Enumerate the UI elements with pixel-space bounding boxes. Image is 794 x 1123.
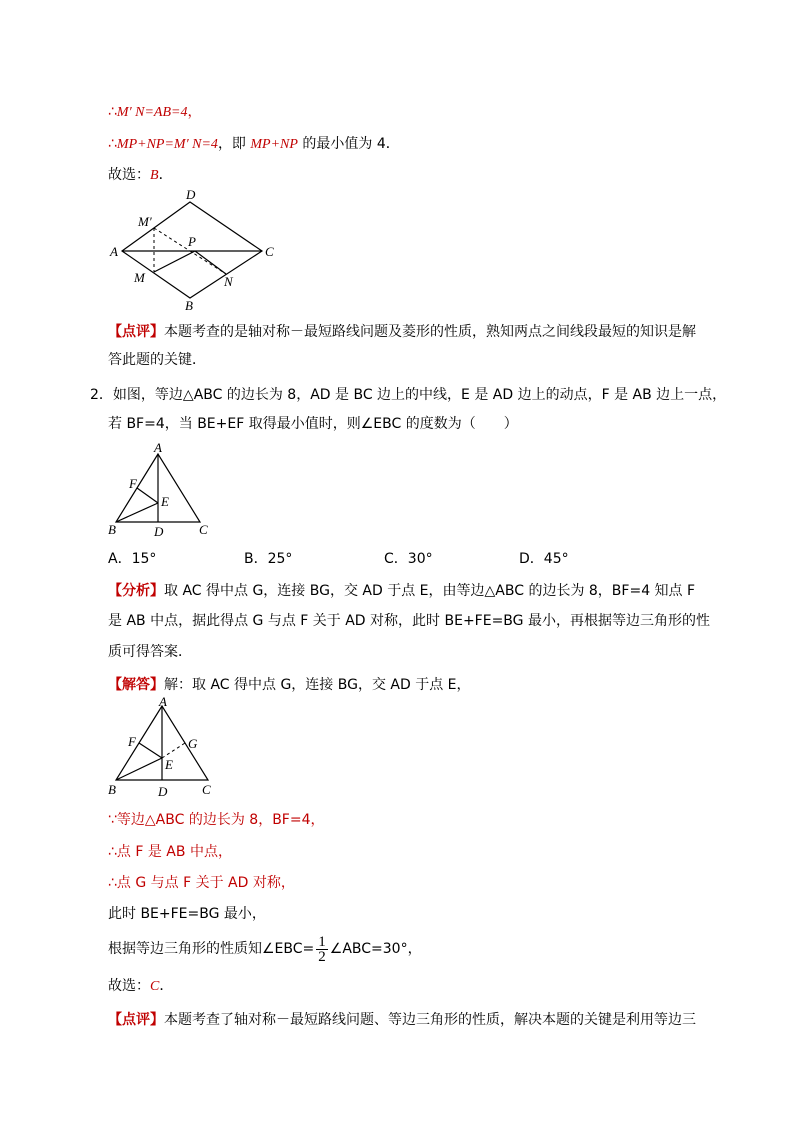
label-f: F [129, 476, 137, 491]
label-e: E [161, 494, 169, 509]
fraction-numerator: 1 [318, 933, 326, 950]
analysis-line-2 [108, 611, 710, 631]
label-b: B [108, 782, 116, 797]
triangle-figure-1 [104, 442, 216, 540]
comment-text: 答此题的关键． [108, 352, 206, 368]
answer-label: 故选： [108, 167, 150, 183]
answer-choice: C [150, 979, 160, 994]
comment-line-1 [108, 322, 696, 342]
option-value: 25° [267, 551, 293, 567]
label-b: B [185, 298, 193, 312]
solution-line-1 [108, 102, 201, 123]
analysis-text: 是 AB 中点，据此得点 G 与点 F 关于 AD 对称，此时 BE+FE=BG 最小，再根据等边三角形的性 [108, 613, 710, 629]
option-value: 30° [407, 551, 433, 567]
label-c: C [202, 782, 211, 797]
label-d: D [158, 784, 168, 799]
option-letter: D． [519, 551, 544, 567]
label-a: A [159, 696, 167, 709]
option-d[interactable] [519, 549, 569, 569]
step-text: ∠ABC=30°， [329, 941, 422, 957]
dashed-eg [162, 743, 185, 758]
punctuation: ， [187, 104, 202, 120]
segment-fe [137, 488, 158, 503]
therefore-symbol: ∴ [108, 104, 117, 120]
comment-tag: 【点评】 [108, 324, 164, 340]
label-b: B [108, 522, 116, 537]
analysis-line-1 [108, 581, 695, 601]
option-letter: B． [244, 551, 268, 567]
label-d: D [154, 524, 164, 539]
option-value: 15° [131, 551, 157, 567]
label-a: A [154, 442, 162, 455]
segment-mp [154, 251, 195, 272]
step-3: ∴点 G 与点 F 关于 AD 对称， [108, 875, 295, 891]
analysis-text: 质可得答案． [108, 644, 192, 660]
punctuation: ． [158, 167, 173, 183]
comment-line-2 [108, 350, 206, 370]
option-b[interactable] [244, 549, 292, 569]
question-number: 2． [90, 387, 113, 403]
therefore-symbol: ∴ [108, 136, 117, 152]
segment-fe [139, 743, 162, 758]
label-f: F [128, 734, 136, 749]
solution-line-2 [108, 134, 400, 155]
equation: M′ N=AB=4 [116, 105, 188, 120]
answer-choice: B [150, 168, 159, 183]
label-e: E [165, 757, 173, 772]
step-1: ∵等边△ABC 的边长为 8，BF=4， [108, 812, 325, 828]
comment-tag: 【点评】 [108, 1012, 164, 1028]
rhombus-figure [100, 184, 290, 312]
comment-2-line-1 [108, 1010, 696, 1030]
label-m: M [134, 270, 145, 285]
triangle-figure-2 [104, 696, 216, 800]
answer-line-1 [108, 165, 173, 186]
answer-line-2 [108, 976, 173, 997]
label-m-prime: M′ [138, 214, 152, 229]
option-value: 45° [543, 551, 569, 567]
solution-tag: 【解答】 [108, 677, 164, 693]
label-n: N [224, 274, 233, 289]
label-p: P [188, 234, 196, 249]
option-c[interactable] [384, 549, 433, 569]
label-d: D [186, 187, 196, 202]
expression: MP+NP [250, 137, 298, 152]
answer-label: 故选： [108, 978, 150, 994]
label-c: C [265, 244, 274, 259]
step-5 [108, 934, 422, 964]
analysis-tag: 【分析】 [108, 583, 164, 599]
option-letter: C． [384, 551, 408, 567]
analysis-line-3 [108, 642, 192, 662]
equation: MP+NP=M′ N=4 [116, 137, 218, 152]
label-a: A [110, 244, 118, 259]
solution-line [108, 675, 471, 695]
option-letter: A． [108, 551, 132, 567]
question-text: 若 BF=4，当 BE+EF 取得最小值时，则∠EBC 的度数为（ ） [108, 416, 518, 432]
option-a[interactable] [108, 549, 156, 569]
step-4: 此时 BE+FE=BG 最小， [108, 906, 266, 922]
question-2-line-1 [90, 385, 726, 405]
analysis-text: 取 AC 得中点 G，连接 BG，交 AD 于点 E，由等边△ABC 的边长为 8，BF=4 知点 F [164, 583, 696, 599]
punctuation: ． [159, 978, 174, 994]
text: ，即 [217, 136, 251, 152]
fraction-one-half [316, 935, 328, 964]
step-2: ∴点 F 是 AB 中点， [108, 844, 232, 860]
label-c: C [199, 522, 208, 537]
question-text: 如图，等边△ABC 的边长为 8，AD 是 BC 边上的中线，E 是 AD 边上的动点，F 是 AB 边上一点， [112, 387, 727, 403]
comment-text: 本题考查的是轴对称－最短路线问题及菱形的性质，熟知两点之间线段最短的知识是解 [164, 324, 696, 340]
text: 的最小值为 4． [297, 136, 400, 152]
solution-text: 解：取 AC 得中点 G，连接 BG，交 AD 于点 E， [164, 677, 471, 693]
comment-text: 本题考查了轴对称－最短路线问题、等边三角形的性质，解决本题的关键是利用等边三 [164, 1012, 696, 1028]
fraction-denominator: 2 [318, 948, 326, 965]
step-text: 根据等边三角形的性质知∠EBC= [108, 941, 315, 957]
question-2-line-2 [108, 414, 518, 434]
label-g: G [188, 736, 198, 751]
